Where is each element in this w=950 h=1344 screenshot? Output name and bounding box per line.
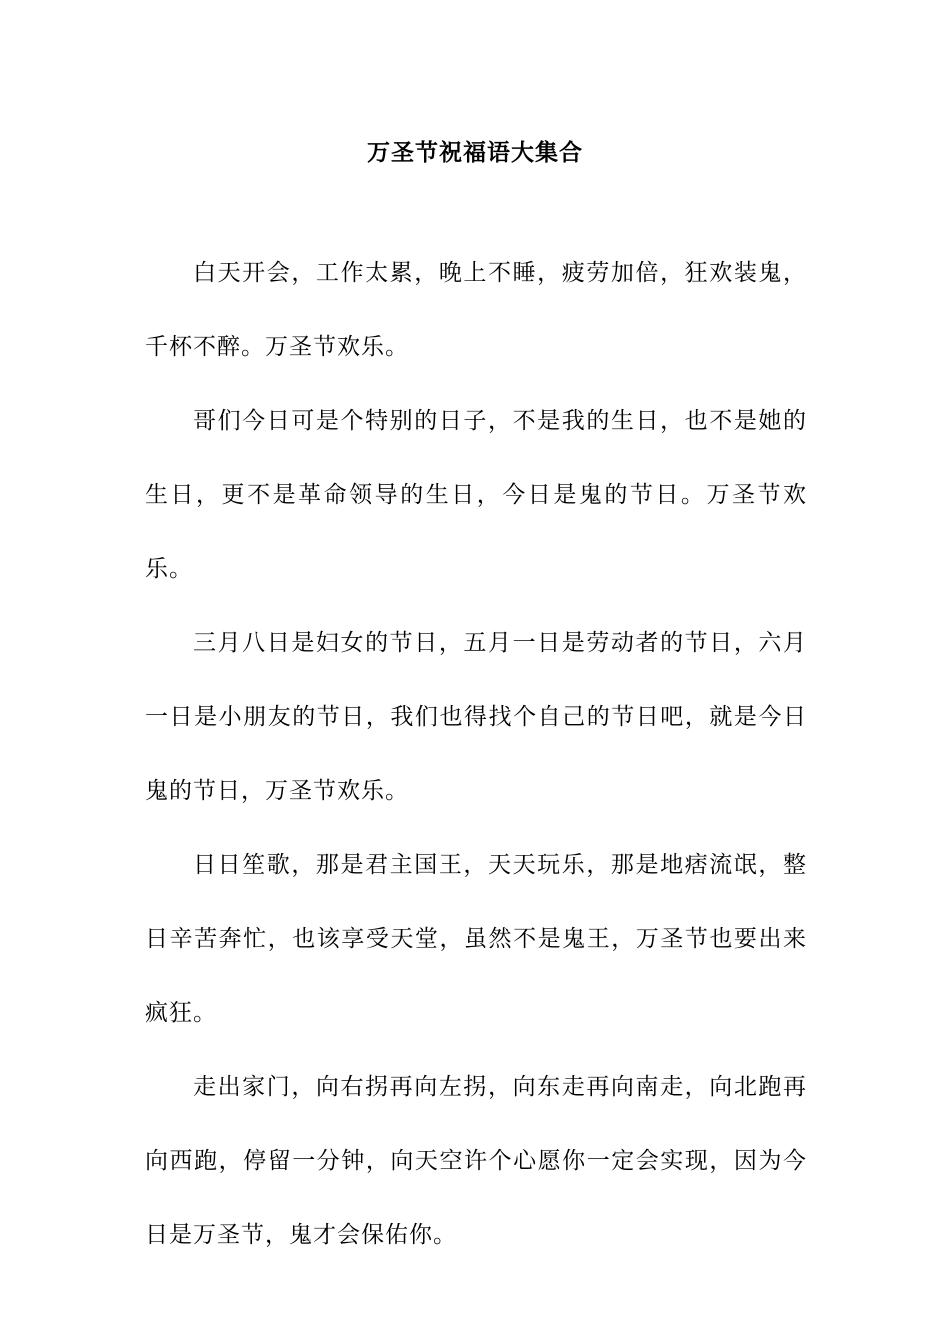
paragraph: 哥们今日可是个特别的日子，不是我的生日，也不是她的生日，更不是革命领导的生日，今日是鬼的节日。万圣节欢乐。 bbox=[145, 408, 807, 582]
document-body bbox=[145, 236, 807, 1272]
paragraph: 日日笙歌，那是君主国王，天天玩乐，那是地痞流氓，整日辛苦奔忙，也该享受天堂，虽然不是鬼王，万圣节也要出来疯狂。 bbox=[145, 852, 807, 1026]
document-title: 万圣节祝福语大集合 bbox=[367, 139, 583, 166]
paragraph: 白天开会，工作太累，晚上不睡，疲劳加倍，狂欢装鬼，千杯不醉。万圣节欢乐。 bbox=[145, 260, 807, 360]
paragraph: 三月八日是妇女的节日，五月一日是劳动者的节日，六月一日是小朋友的节日，我们也得找个自己的节日吧，就是今日鬼的节日，万圣节欢乐。 bbox=[145, 630, 807, 804]
paragraph: 走出家门，向右拐再向左拐，向东走再向南走，向北跑再向西跑，停留一分钟，向天空许个心愿你一定会实现，因为今日是万圣节，鬼才会保佑你。 bbox=[145, 1074, 807, 1248]
